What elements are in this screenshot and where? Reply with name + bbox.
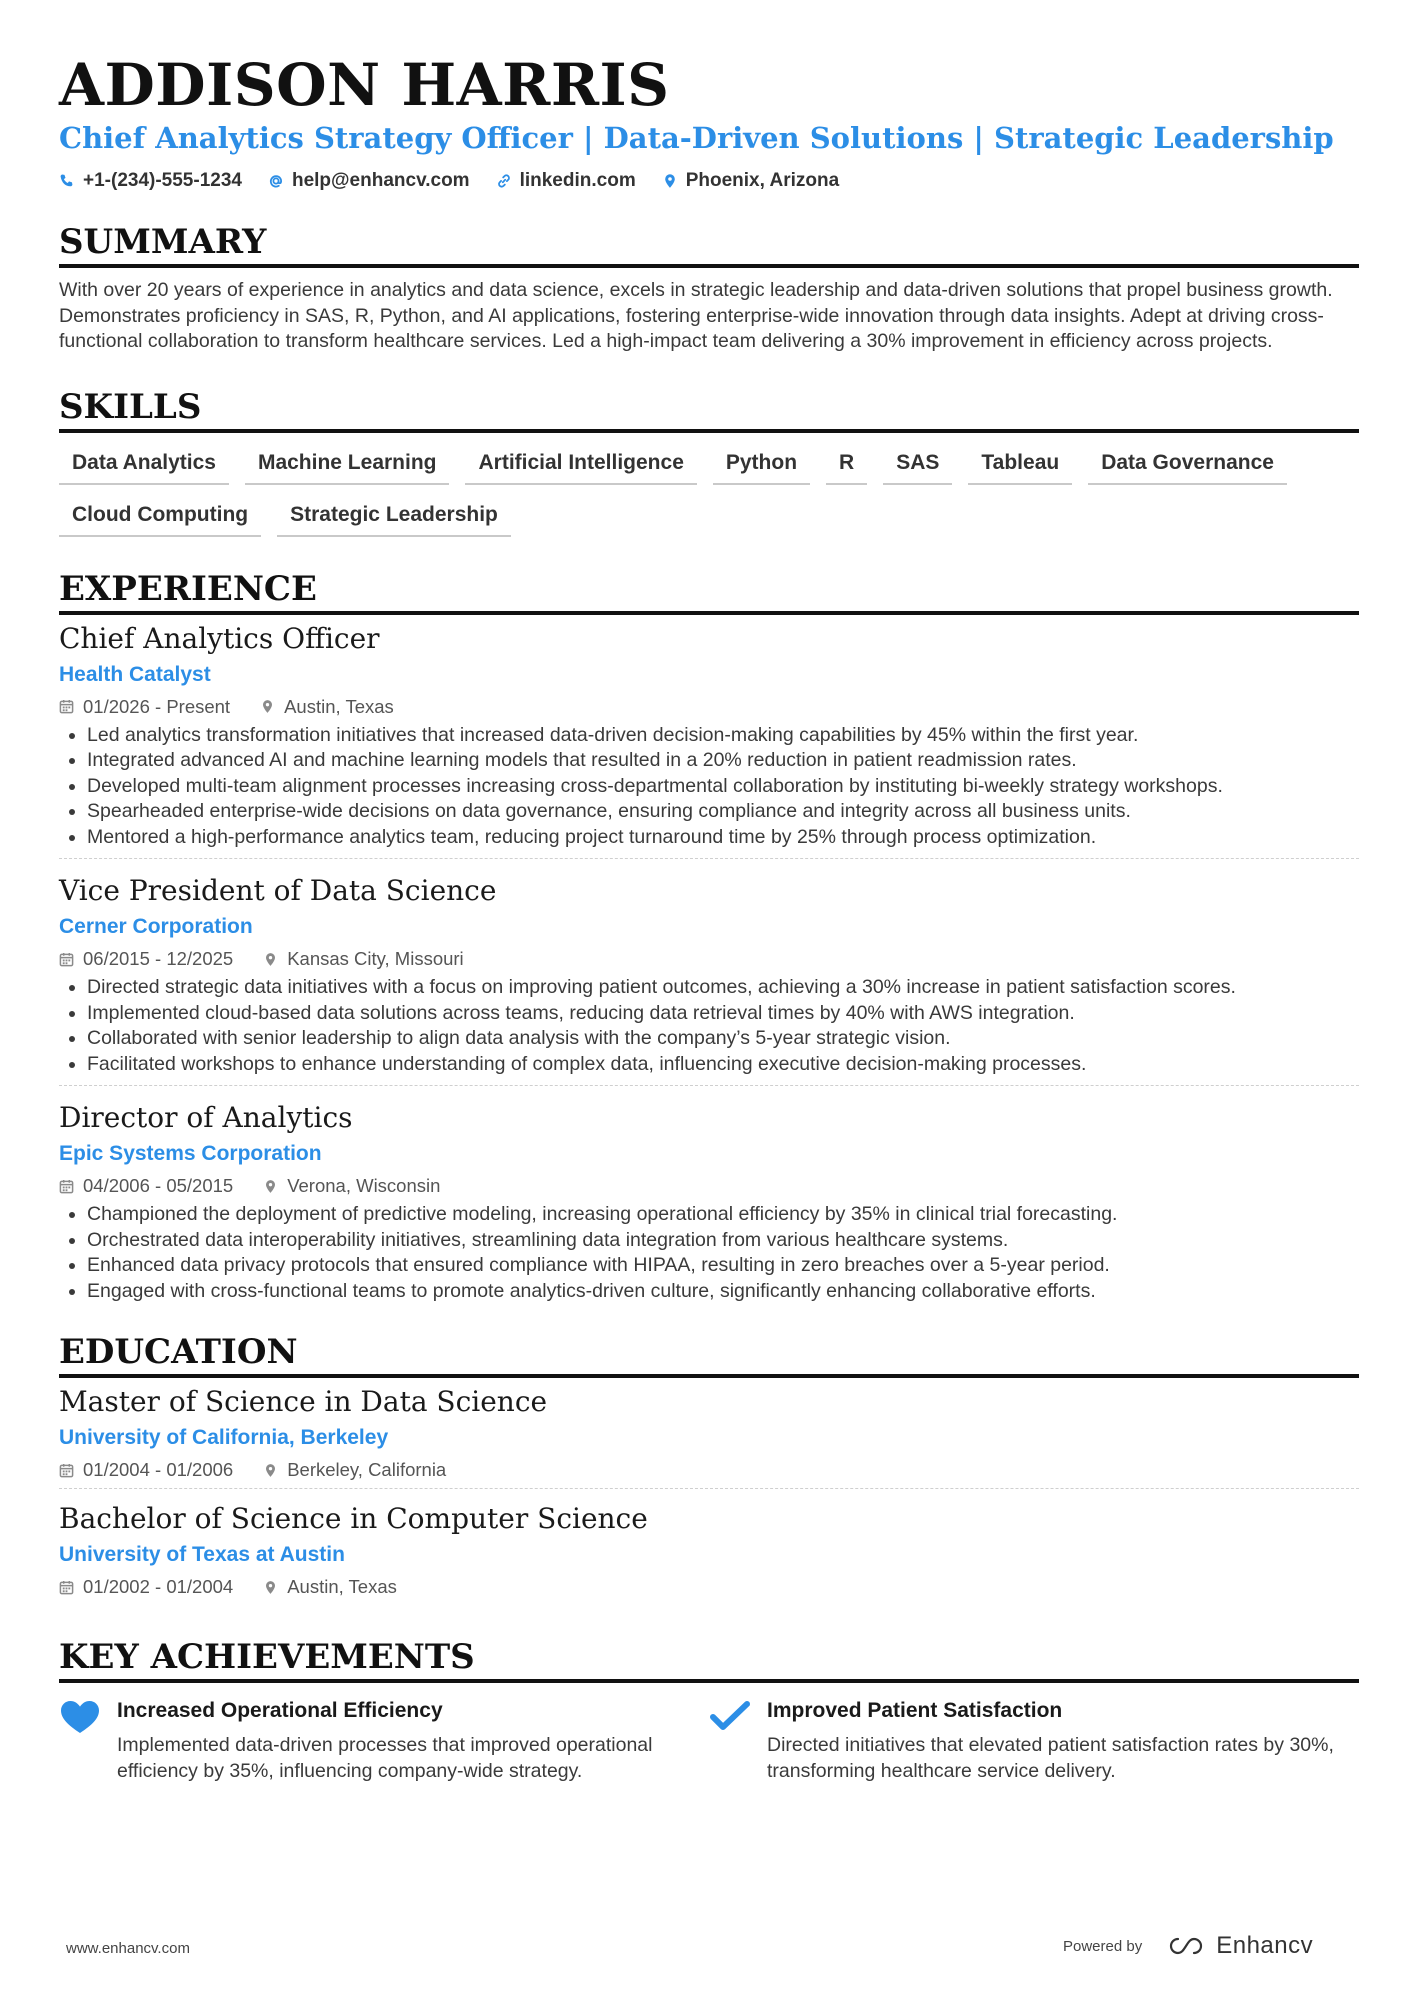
job-bullet: • Spearheaded enterprise-wide decisions on data governance, ensuring compliance and integrity across all business units. [87,799,1359,825]
job-dates [59,947,233,971]
job-bullet: • Directed strategic data initiatives with a focus on improving patient outcomes, achieving a 30% increase in patient satisfaction scores. [87,975,1359,1001]
job-title: Director of Analytics [59,1101,353,1134]
job-company: Cerner Corporation [59,915,253,938]
skill-tag: Strategic Leadership [277,499,511,537]
education-dates [59,1575,233,1599]
calendar-icon [59,952,74,967]
summary-text: With over 20 years of experience in analytics and data science, excels in strategic leadership and data-driven solutions that propel business growth. Demonstrates proficiency in SAS, R, Python, and AI applications, fostering enterprise-wide innovation through data insights. Adept at driving cross-functional collaboration to transform healthcare services. Led a high-impact team delivering a 30% improvement in efficiency across projects. [59,279,1333,352]
skill-tag: Artificial Intelligence [465,447,696,485]
education-section [59,1332,1359,1605]
job-dates-text: 01/2026 - Present [83,695,231,717]
contact-email-text: help@enhancv.com [291,170,470,191]
candidate-name: ADDISON HARRIS [59,51,670,119]
headline: Chief Analytics Strategy Officer | Data-Driven Solutions | Strategic Leadership [59,121,1334,155]
skill-tag: Cloud Computing [59,499,261,537]
location-pin-icon [263,952,278,967]
location-pin-icon [263,1463,278,1478]
job-title: Vice President of Data Science [59,874,497,907]
job-location-text: Kansas City, Missouri [287,948,464,969]
job-bullets [59,975,1359,1077]
job-bullet: • Enhanced data privacy protocols that ensured compliance with HIPAA, resulting in zero breaches over a 5-year period. [87,1253,1359,1279]
experience-section [59,569,1359,1313]
location-pin-icon [260,699,275,714]
school-name: University of California, Berkeley [59,1426,389,1449]
contact-row [59,170,1359,192]
job-company: Health Catalyst [59,662,211,686]
enhancv-logo[interactable] [1164,1932,1313,1960]
job-bullet: • Integrated advanced AI and machine learning models that resulted in a 20% reduction in patient readmission rates. [87,748,1359,774]
job-bullet: • Implemented cloud-based data solutions across teams, reducing data retrieval times by 40% with AWS integration. [87,1001,1359,1027]
contact-location-text: Phoenix, Arizona [685,170,840,191]
job-bullet: • Collaborated with senior leadership to align data analysis with the company’s 5-year strategic vision. [87,1026,1359,1052]
education-location-text: Austin, Texas [287,1576,397,1597]
footer-website[interactable]: www.enhancv.com [66,1940,190,1957]
job-bullet: • Mentored a high-performance analytics team, reducing project turnaround time by 25% through process optimization. [87,825,1359,851]
calendar-icon [59,699,74,714]
education-title: EDUCATION [59,1332,1359,1378]
job-bullet: • Led analytics transformation initiatives that increased data-driven decision-making capabilities by 45% within the first year. [87,723,1359,749]
job-meta [59,1174,1359,1198]
education-location-text: Berkeley, California [287,1459,447,1480]
footer-branding [1063,1932,1313,1960]
skill-tag: Data Analytics [59,447,229,485]
education-location [263,1575,397,1599]
skill-tag: SAS [883,447,952,485]
education-dates-text: 01/2004 - 01/2006 [83,1459,234,1480]
degree-title: Master of Science in Data Science [59,1385,548,1418]
skill-tag: Data Governance [1088,447,1287,485]
job-location [260,695,394,719]
education-location [263,1458,446,1482]
job-dates-text: 06/2015 - 12/2025 [83,948,234,969]
phone-icon [59,173,75,189]
achievement-title: Improved Patient Satisfaction [767,1699,1063,1722]
degree-title: Bachelor of Science in Computer Science [59,1502,648,1535]
job-dates [59,1174,233,1198]
job-location-text: Austin, Texas [284,695,394,717]
job-title: Chief Analytics Officer [59,621,380,655]
skills-section [59,387,1359,537]
skill-tag: Machine Learning [245,447,450,485]
job-dates-text: 04/2006 - 05/2015 [83,1175,234,1196]
location-pin-icon [263,1179,278,1194]
achievement-body [117,1697,697,1784]
job-location [263,1174,440,1198]
job-bullet: • Championed the deployment of predictive modeling, increasing operational efficiency by 35% in clinical trial forecasting. [87,1202,1359,1228]
checkmark-icon [709,1699,751,1735]
contact-email[interactable] [268,170,470,192]
skill-tag: Tableau [968,447,1072,485]
contact-phone [59,170,242,192]
achievement-desc: Directed initiatives that elevated patient satisfaction rates by 30%, transforming healthcare service delivery. [767,1734,1334,1782]
job-bullet: • Engaged with cross-functional teams to promote analytics-driven culture, significantly enhancing collaborative efforts. [87,1279,1359,1305]
skill-list [59,447,1359,537]
achievement-body [767,1697,1347,1784]
contact-location [662,170,839,192]
job-entry [59,858,1359,1085]
achievement-desc: Implemented data-driven processes that improved operational efficiency by 35%, influencing company-wide strategy. [117,1734,653,1782]
at-icon [268,173,284,189]
job-bullet: • Facilitated workshops to enhance understanding of complex data, influencing executive decision-making processes. [87,1052,1359,1078]
job-company: Epic Systems Corporation [59,1142,322,1165]
enhancv-logo-text: Enhancv [1216,1932,1314,1959]
job-location [263,947,463,971]
job-dates [59,695,230,719]
summary-section [59,222,1359,355]
job-bullet: • Orchestrated data interoperability initiatives, streamlining data integration from various healthcare systems. [87,1228,1359,1254]
skills-title: SKILLS [59,387,1359,433]
calendar-icon [59,1179,74,1194]
achievement-grid [59,1697,1359,1784]
calendar-icon [59,1580,74,1595]
contact-linkedin-text: linkedin.com [519,170,636,191]
job-meta [59,695,1359,719]
education-meta [59,1575,1359,1599]
enhancv-logo-icon [1164,1935,1208,1957]
education-dates-text: 01/2002 - 01/2004 [83,1576,234,1597]
job-bullet: • Developed multi-team alignment processes increasing cross-departmental collaboration by instituting bi-weekly strategy workshops. [87,774,1359,800]
summary-title: SUMMARY [59,222,1359,268]
achievement-item [59,1697,709,1784]
job-entry [59,1085,1359,1312]
achievement-title: Increased Operational Efficiency [117,1699,443,1722]
job-entry [59,621,1359,859]
job-meta [59,947,1359,971]
skill-tag: Python [713,447,810,485]
skill-tag: R [826,447,867,485]
resume-content [59,52,1359,1784]
contact-phone-text: +1-(234)-555-1234 [83,170,242,191]
powered-by-label: Powered by [1063,1937,1143,1955]
job-bullets [59,723,1359,851]
heart-icon [59,1699,101,1735]
education-entry [59,1384,1359,1488]
job-bullets [59,1202,1359,1304]
experience-title: EXPERIENCE [59,569,1359,615]
achievement-item [709,1697,1359,1784]
calendar-icon [59,1463,74,1478]
location-pin-icon [263,1580,278,1595]
school-name: University of Texas at Austin [59,1543,345,1566]
job-location-text: Verona, Wisconsin [287,1175,441,1196]
education-dates [59,1458,233,1482]
education-meta [59,1458,1359,1482]
achievements-title: KEY ACHIEVEMENTS [59,1637,1359,1683]
contact-linkedin[interactable] [496,170,636,192]
education-entry [59,1488,1359,1605]
achievements-section [59,1637,1359,1784]
link-icon [496,173,512,189]
location-pin-icon [662,173,678,189]
